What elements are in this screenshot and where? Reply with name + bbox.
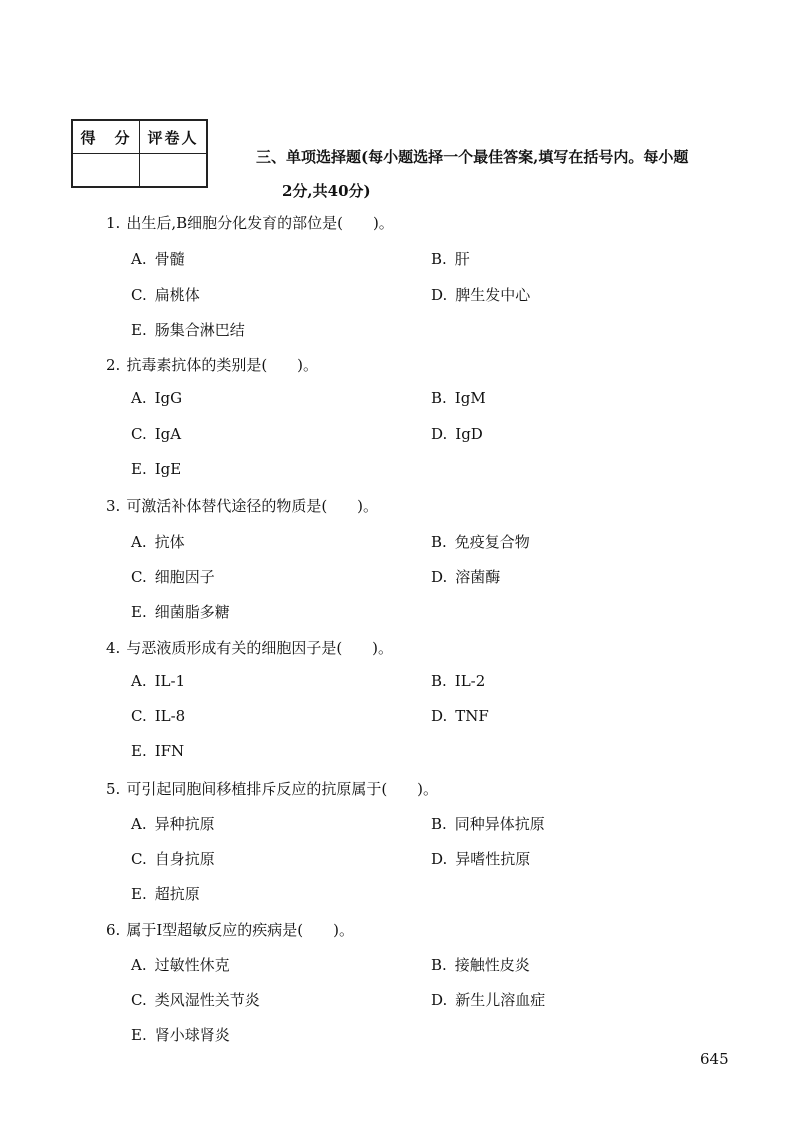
option-5c: C. 自身抗原 — [131, 850, 215, 868]
question-2 — [106, 354, 318, 375]
option-6d: D. 新生儿溶血症 — [431, 991, 546, 1009]
question-stem: 出生后,B细胞分化发育的部位是( )。 — [126, 214, 394, 232]
option-6e: E. 肾小球肾炎 — [131, 1026, 230, 1044]
question-6 — [106, 919, 354, 940]
grader-cell — [140, 154, 208, 188]
option-1e: E. 肠集合淋巴结 — [131, 321, 245, 339]
option-1c: C. 扁桃体 — [131, 286, 200, 304]
option-4b: B. IL-2 — [431, 672, 486, 690]
question-number: 5. — [106, 780, 121, 798]
option-5e: E. 超抗原 — [131, 885, 200, 903]
option-1a: A. 骨髓 — [131, 250, 185, 268]
question-number: 6. — [106, 921, 121, 939]
question-stem: 可激活补体替代途径的物质是( )。 — [126, 497, 379, 515]
question-5 — [106, 778, 438, 799]
question-stem: 与恶液质形成有关的细胞因子是( )。 — [126, 639, 394, 657]
option-4d: D. TNF — [431, 707, 489, 725]
question-number: 3. — [106, 497, 121, 515]
option-6b: B. 接触性皮炎 — [431, 956, 530, 974]
option-6c: C. 类风湿性关节炎 — [131, 991, 260, 1009]
question-3 — [106, 495, 378, 516]
option-5d: D. 异嗜性抗原 — [431, 850, 531, 868]
option-2e: E. IgE — [131, 460, 182, 478]
score-cell — [72, 154, 140, 188]
section-title-continued: 2分,共40分) — [282, 182, 371, 200]
score-label: 得 分 — [72, 120, 140, 154]
option-3a: A. 抗体 — [131, 533, 185, 551]
question-4 — [106, 637, 393, 658]
option-1d: D. 脾生发中心 — [431, 286, 531, 304]
option-5a: A. 异种抗原 — [131, 815, 215, 833]
question-1 — [106, 212, 394, 233]
option-3d: D. 溶菌酶 — [431, 568, 501, 586]
grader-label: 评卷人 — [140, 120, 208, 154]
question-number: 1. — [106, 214, 121, 232]
page-number: 645 — [700, 1050, 729, 1068]
question-stem: 可引起同胞间移植排斥反应的抗原属于( )。 — [126, 780, 439, 798]
option-3c: C. 细胞因子 — [131, 568, 215, 586]
option-4e: E. IFN — [131, 742, 185, 760]
option-6a: A. 过敏性休克 — [131, 956, 230, 974]
option-2c: C. IgA — [131, 425, 182, 443]
question-stem: 属于Ⅰ型超敏反应的疾病是( )。 — [126, 921, 354, 939]
option-2b: B. IgM — [431, 389, 486, 407]
option-4c: C. IL-8 — [131, 707, 186, 725]
question-number: 4. — [106, 639, 121, 657]
question-number: 2. — [106, 356, 121, 374]
option-5b: B. 同种异体抗原 — [431, 815, 545, 833]
option-1b: B. 肝 — [431, 250, 470, 268]
option-3e: E. 细菌脂多糖 — [131, 603, 230, 621]
section-title: 三、单项选择题(每小题选择一个最佳答案,填写在括号内。每小题 — [256, 148, 689, 166]
option-3b: B. 免疫复合物 — [431, 533, 530, 551]
option-2a: A. IgG — [131, 389, 183, 407]
option-2d: D. IgD — [431, 425, 483, 443]
score-box — [71, 119, 208, 188]
option-4a: A. IL-1 — [131, 672, 186, 690]
question-stem: 抗毒素抗体的类别是( )。 — [126, 356, 319, 374]
